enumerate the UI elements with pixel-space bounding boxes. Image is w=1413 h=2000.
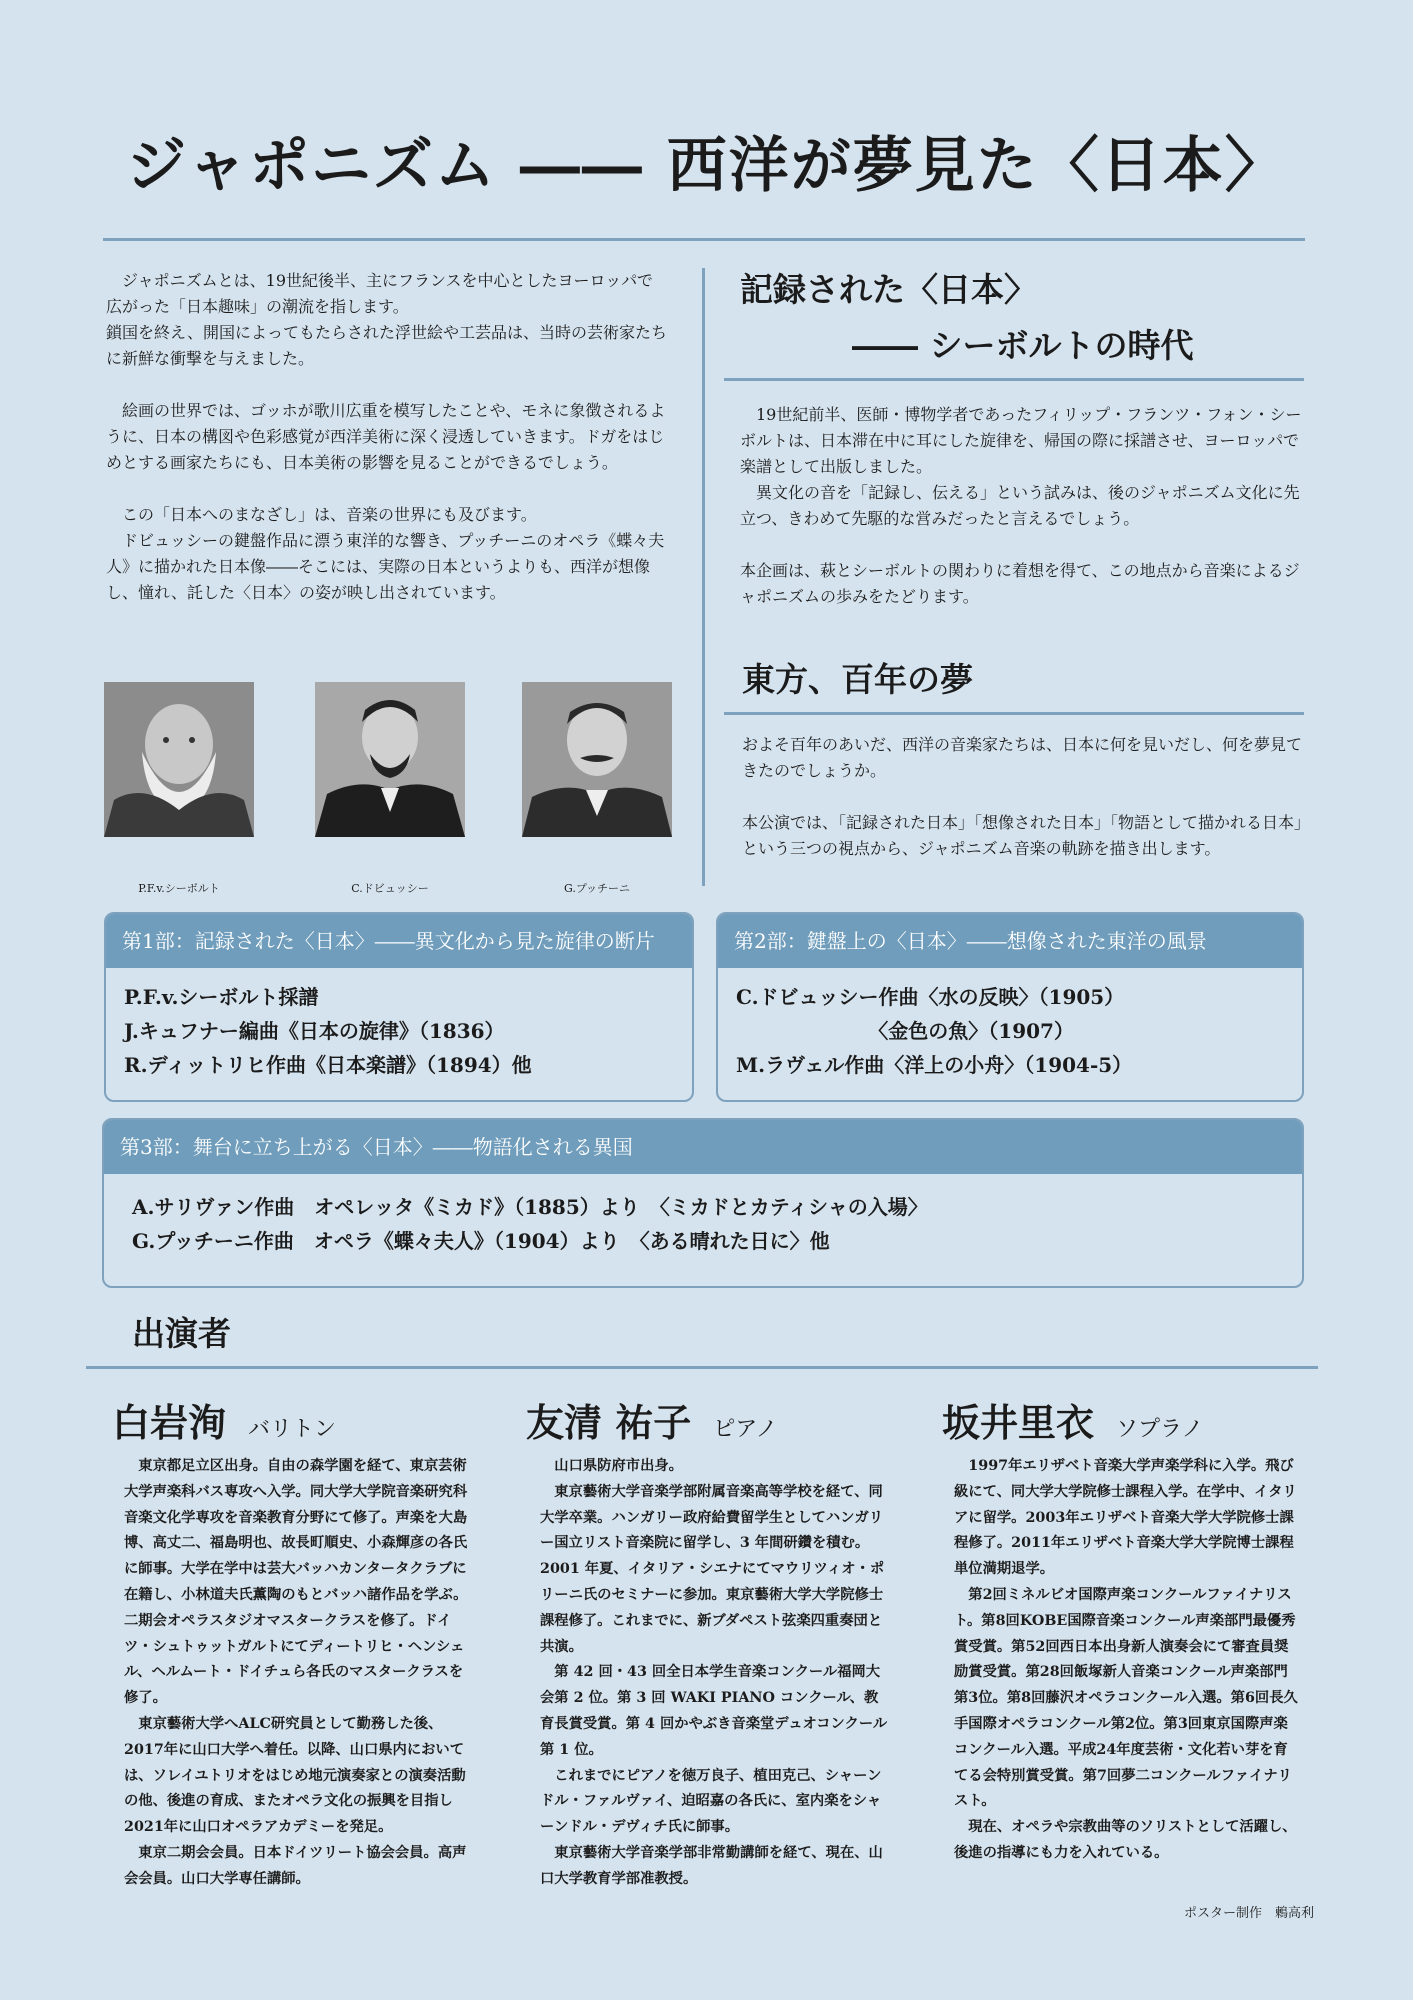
portrait-debussy (315, 682, 465, 837)
performer-bio: 山口県防府市出身。 東京藝術大学音楽学部附属音楽高等学校を経て、同大学卒業。ハンガリー政府給費留学生としてハンガリー国立リスト音楽院に留学し、3 年間研鑽を積む。2001 年夏、イタリア・シエナにてマウリツィオ・ポリーニ氏のセミナーに参加。東京藝術大学大学院修士課程修了。これまでに、新ブダペスト弦楽四重奏団と共演。 第 42 回・43 回全日本学生音楽コンクール福岡大会第 2 位。第 3 回 WAKI PIANO コンクール、教育長賞受賞。第 4 回かやぶき音楽堂デュオコンクール第 1 位。 これまでにピアノを徳万良子、植田克己、シャーンドル・ファルヴァイ、迫昭嘉の各氏に、室内楽をシャーンドル・デヴィチ氏に師事。 東京藝術大学音楽学部非常勤講師を経て、現在、山口大学教育学部准教授。 (540, 1458, 888, 1887)
siebold-paragraph: 本企画は、萩とシーボルトの関わりに着想を得て、この地点から音楽によるジャポニズムの歩みをたどります。 (740, 561, 1300, 606)
performer-role: ピアノ (713, 1417, 778, 1442)
dream-heading: 東方、百年の夢 (742, 660, 973, 699)
portrait-caption: P.F.v.シーボルト (138, 882, 220, 895)
performers-heading: 出演者 (132, 1314, 231, 1353)
column-divider (702, 268, 705, 886)
part2-line: M.ラヴェル作曲〈洋上の小舟〉（1904-5） (736, 1053, 1133, 1077)
top-divider (103, 238, 1305, 241)
part1-line: R.ディットリヒ作曲《日本楽譜》（1894）他 (124, 1053, 532, 1077)
performer-role: ソプラノ (1116, 1417, 1204, 1442)
intro-paragraph: この「日本へのまなざし」は、音楽の世界にも及びます。 ドビュッシーの鍵盤作品に漂う東洋的な響き、プッチーニのオペラ《蝶々夫人》に描かれた日本像――そこには、実際の日本というよりも、西洋が想像し、憧れ、託した〈日本〉の姿が映し出されています。 (106, 505, 665, 602)
program-part1 (104, 912, 694, 1102)
performer-bio: 東京都足立区出身。自由の森学園を経て、東京芸術大学声楽科バス専攻へ入学。同大学大学院音楽研究科音楽文化学専攻を音楽教育分野にて修了。声楽を大島博、高丈二、福島明也、故長町順史、小森輝彦の各氏に師事。大学在学中は芸大バッハカンタータクラブに在籍し、小林道夫氏薫陶のもとバッハ諸作品を学ぶ。二期会オペラスタジオマスタークラスを修了。ドイツ・シュトゥットガルトにてディートリヒ・ヘンシェル、ヘルムート・ドイチュら各氏のマスタークラスを修了。 東京藝術大学へALC研究員として勤務した後、2017年に山口大学へ着任。以降、山口県内においては、ソレイユトリオをはじめ地元演奏家との演奏活動の他、後進の育成、またオペラ文化の振興を目指し2021年に山口オペラアカデミーを発足。 東京二期会会員。日本ドイツリート協会会員。高声会会員。山口大学専任講師。 (124, 1458, 468, 1887)
siebold-heading-line2: ―― シーボルトの時代 (852, 326, 1194, 365)
performer-name-text: 白岩洵 (112, 1400, 227, 1445)
part3-line: A.サリヴァン作曲 オペレッタ《ミカド》（1885）より 〈ミカドとカティシャの入場〉 (132, 1195, 928, 1219)
poster-credit: ポスター制作 鶫高利 (1184, 1906, 1315, 1921)
part1-line: J.キュフナー編曲《日本の旋律》（1836） (124, 1019, 505, 1043)
part3-line: G.プッチーニ作曲 オペラ《蝶々夫人》（1904）より 〈ある晴れた日に〉他 (132, 1229, 830, 1253)
performer-name-text: 坂井里衣 (942, 1400, 1095, 1445)
performer-name (112, 1392, 336, 1447)
part2-line: C.ドビュッシー作曲〈水の反映〉（1905） (736, 985, 1125, 1009)
portrait-puccini (522, 682, 672, 837)
intro-paragraph: 絵画の世界では、ゴッホが歌川広重を模写したことや、モネに象徴されるように、日本の構図や色彩感覚が西洋美術に深く浸透していきます。ドガをはじめとする画家たちにも、日本美術の影響を見ることができるでしょう。 (106, 401, 666, 472)
siebold-paragraph: 19世紀前半、医師・博物学者であったフィリップ・フランツ・フォン・シーボルトは、日本滞在中に耳にした旋律を、帰国の際に採譜させ、ヨーロッパで楽譜として出版しました。 異文化の音を「記録し、伝える」という試みは、後のジャポニズム文化に先立つ、きわめて先駆的な営みだったと言えるでしょう。 (740, 405, 1302, 528)
performer-bio: 1997年エリザベト音楽大学声楽学科に入学。飛び級にて、同大学大学院修士課程入学。在学中、イタリアに留学。2003年エリザベト音楽大学大学院修士課程修了。2011年エリザベト音楽大学大学院博士課程単位満期退学。 第2回ミネルビオ国際声楽コンクールファイナリスト。第8回KOBE国際音楽コンクール声楽部門最優秀賞受賞。第52回西日本出身新人演奏会にて審査員奨励賞受賞。第28回飯塚新人音楽コンクール声楽部門第3位。第8回藤沢オペラコンクール入選。第6回長久手国際オペラコンクール第2位。第3回東京国際声楽コンクール入選。平成24年度芸術・文化若い芽を育てる会特別賞受賞。第7回夢二コンクールファイナリスト。 現在、オペラや宗教曲等のソリストとして活躍し、後進の指導にも力を入れている。 (954, 1458, 1298, 1861)
dream-paragraph: およそ百年のあいだ、西洋の音楽家たちは、日本に何を見いだし、何を夢見てきたのでしょうか。 (742, 735, 1303, 780)
dream-divider (724, 712, 1304, 715)
intro-paragraph: ジャポニズムとは、19世紀後半、主にフランスを中心としたヨーロッパで広がった「日本趣味」の潮流を指します。 鎖国を終え、開国によってもたらされた浮世絵や工芸品は、当時の芸術家たちに新鮮な衝撃を与えました。 (106, 271, 667, 368)
performer-name-text: 友清 祐子 (526, 1400, 692, 1445)
siebold-text (740, 402, 1312, 610)
part2-line: 〈金色の魚〉（1907） (736, 1019, 1074, 1043)
portrait-caption: C.ドビュッシー (351, 882, 429, 895)
performer-role: バリトン (248, 1417, 337, 1442)
siebold-divider (724, 378, 1304, 381)
portrait-siebold (104, 682, 254, 837)
dream-text (742, 732, 1314, 862)
intro-text (106, 268, 668, 606)
poster-title: ジャポニズム ―― 西洋が夢見た〈日本〉 (126, 131, 1287, 201)
part2-header: 第2部：鍵盤上の〈日本〉――想像された東洋の風景 (718, 914, 1302, 968)
performer-name (526, 1392, 777, 1447)
performers-divider (86, 1366, 1318, 1369)
part1-header: 第1部：記録された〈日本〉――異文化から見た旋律の断片 (106, 914, 692, 968)
program-part2 (716, 912, 1304, 1102)
part3-header: 第3部：舞台に立ち上がる〈日本〉――物語化される異国 (104, 1120, 1302, 1174)
dream-paragraph: 本公演では、「記録された日本」「想像された日本」「物語として描かれる日本」という三つの視点から、ジャポニズム音楽の軌跡を描き出します。 (742, 813, 1311, 858)
siebold-heading-line1: 記録された〈日本〉 (740, 270, 1037, 309)
program-part3 (102, 1118, 1304, 1288)
part1-line: P.F.v.シーボルト採譜 (124, 985, 319, 1009)
performer-name (942, 1392, 1203, 1447)
portrait-caption: G.プッチーニ (563, 882, 631, 895)
